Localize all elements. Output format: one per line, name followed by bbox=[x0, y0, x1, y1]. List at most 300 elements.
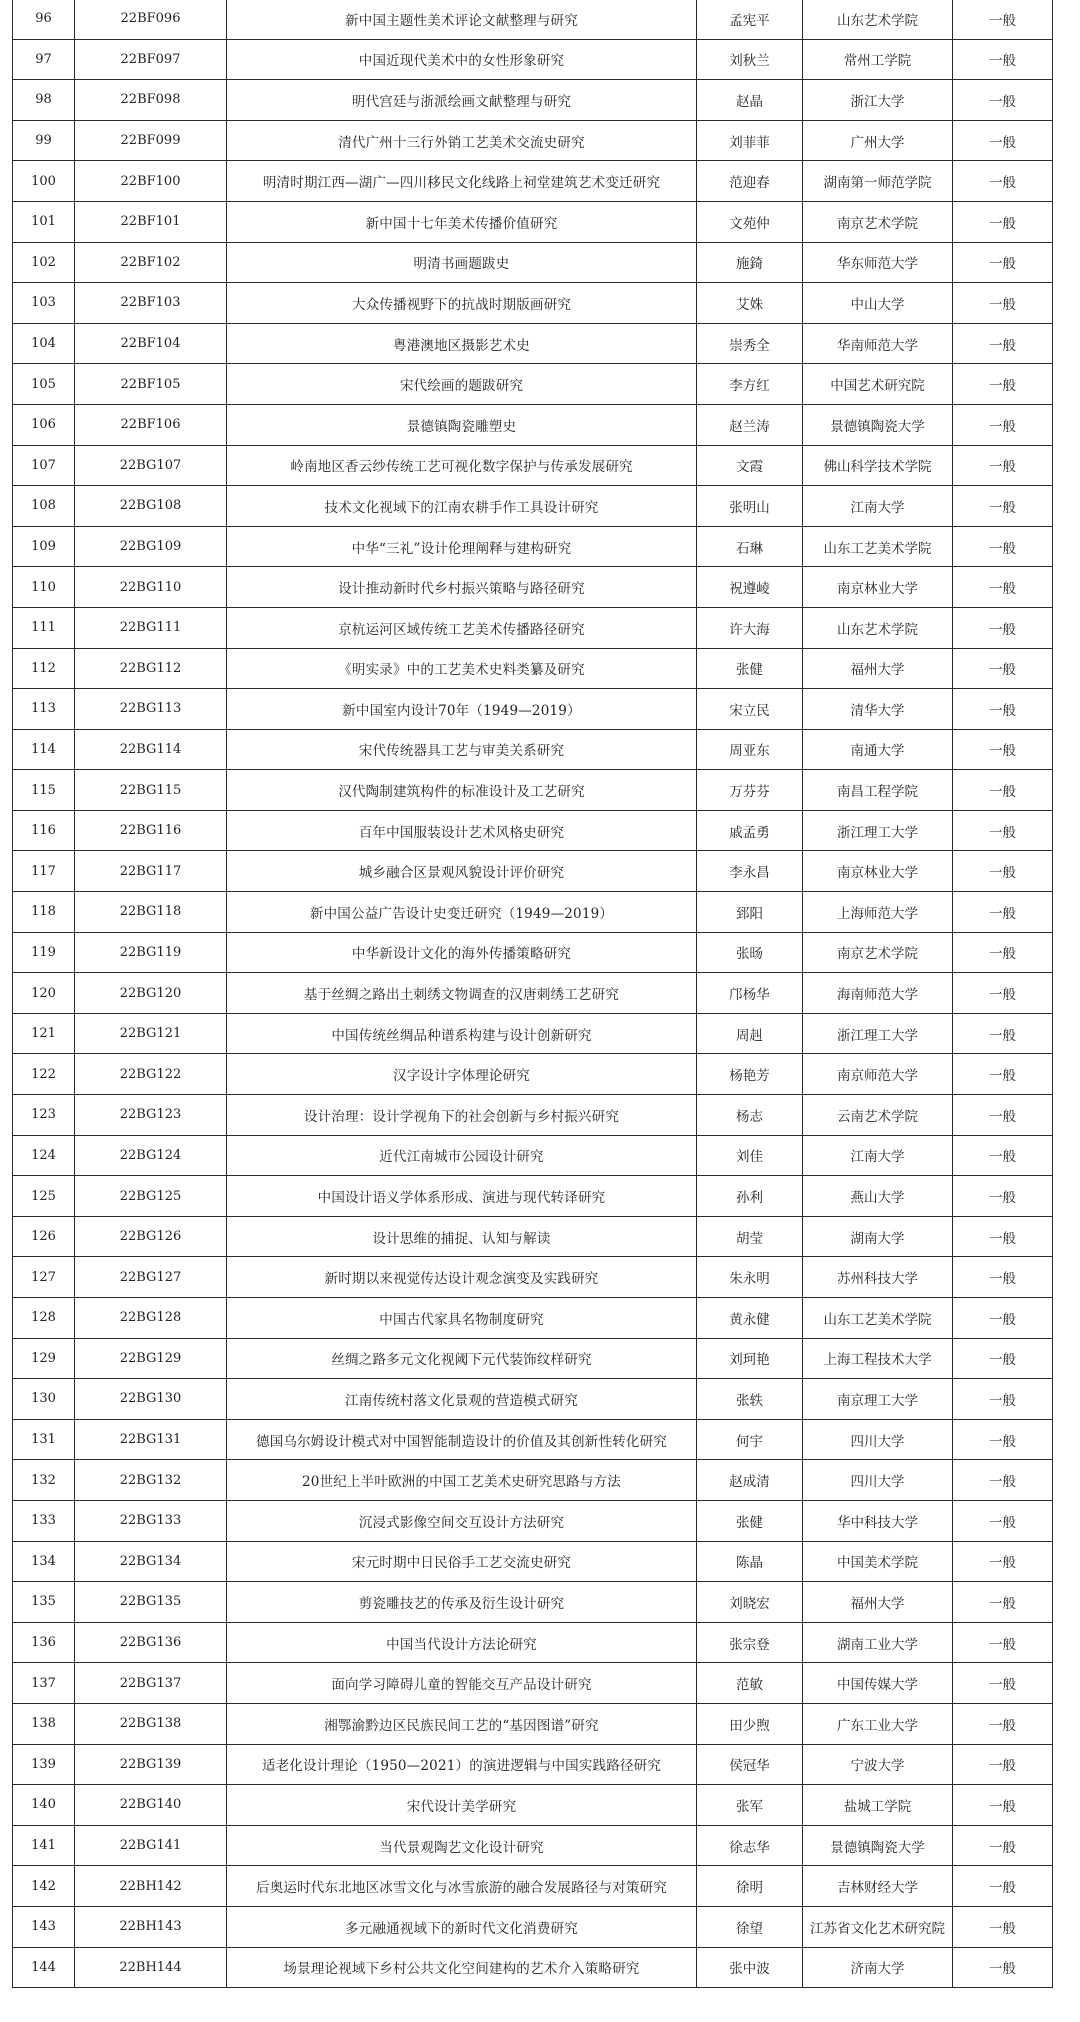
project-title-cell: 《明实录》中的工艺美术史料类纂及研究 bbox=[227, 648, 697, 689]
project-code-cell: 22BG137 bbox=[75, 1663, 227, 1704]
table-row bbox=[13, 1257, 1053, 1298]
project-title-cell: 近代江南城市公园设计研究 bbox=[227, 1135, 697, 1176]
project-category-cell: 一般 bbox=[953, 932, 1053, 973]
project-title-cell: 中华“三礼”设计伦理阐释与建构研究 bbox=[227, 526, 697, 567]
project-title-cell: 设计治理：设计学视角下的社会创新与乡村振兴研究 bbox=[227, 1095, 697, 1136]
row-number-cell: 142 bbox=[13, 1866, 75, 1907]
project-code-cell: 22BG110 bbox=[75, 567, 227, 608]
project-title-cell: 当代景观陶艺文化设计研究 bbox=[227, 1825, 697, 1866]
project-code-cell: 22BF106 bbox=[75, 404, 227, 445]
row-number-cell: 137 bbox=[13, 1663, 75, 1704]
row-number-cell: 112 bbox=[13, 648, 75, 689]
institution-cell: 南京艺术学院 bbox=[803, 932, 953, 973]
row-number-cell: 117 bbox=[13, 851, 75, 892]
institution-cell: 南京理工大学 bbox=[803, 1379, 953, 1420]
project-title-cell: 丝绸之路多元文化视阈下元代装饰纹样研究 bbox=[227, 1338, 697, 1379]
project-category-cell: 一般 bbox=[953, 1013, 1053, 1054]
row-number-cell: 101 bbox=[13, 201, 75, 242]
row-number-cell: 97 bbox=[13, 39, 75, 80]
table-row bbox=[13, 364, 1053, 405]
project-category-cell: 一般 bbox=[953, 1663, 1053, 1704]
principal-investigator-cell: 李永昌 bbox=[697, 851, 803, 892]
table-row bbox=[13, 445, 1053, 486]
table-row bbox=[13, 1906, 1053, 1947]
table-row bbox=[13, 1825, 1053, 1866]
table-row bbox=[13, 283, 1053, 324]
row-number-cell: 143 bbox=[13, 1906, 75, 1947]
row-number-cell: 135 bbox=[13, 1582, 75, 1623]
table-row bbox=[13, 1500, 1053, 1541]
institution-cell: 山东艺术学院 bbox=[803, 607, 953, 648]
institution-cell: 江南大学 bbox=[803, 1135, 953, 1176]
institution-cell: 四川大学 bbox=[803, 1419, 953, 1460]
principal-investigator-cell: 李方红 bbox=[697, 364, 803, 405]
table-row bbox=[13, 1622, 1053, 1663]
row-number-cell: 108 bbox=[13, 486, 75, 527]
table-row bbox=[13, 201, 1053, 242]
table-row bbox=[13, 810, 1053, 851]
principal-investigator-cell: 张健 bbox=[697, 1500, 803, 1541]
row-number-cell: 122 bbox=[13, 1054, 75, 1095]
project-title-cell: 剪瓷雕技艺的传承及衍生设计研究 bbox=[227, 1582, 697, 1623]
project-title-cell: 适老化设计理论（1950—2021）的演进逻辑与中国实践路径研究 bbox=[227, 1744, 697, 1785]
project-category-cell: 一般 bbox=[953, 973, 1053, 1014]
table-row bbox=[13, 932, 1053, 973]
table-row bbox=[13, 770, 1053, 811]
table-row bbox=[13, 567, 1053, 608]
institution-cell: 华东师范大学 bbox=[803, 242, 953, 283]
institution-cell: 四川大学 bbox=[803, 1460, 953, 1501]
project-title-cell: 景德镇陶瓷雕塑史 bbox=[227, 404, 697, 445]
project-code-cell: 22BG128 bbox=[75, 1298, 227, 1339]
project-code-cell: 22BF104 bbox=[75, 323, 227, 364]
project-category-cell: 一般 bbox=[953, 1947, 1053, 1988]
table-row bbox=[13, 1785, 1053, 1826]
project-title-cell: 多元融通视域下的新时代文化消费研究 bbox=[227, 1906, 697, 1947]
principal-investigator-cell: 刘佳 bbox=[697, 1135, 803, 1176]
principal-investigator-cell: 刘珂艳 bbox=[697, 1338, 803, 1379]
principal-investigator-cell: 赵成清 bbox=[697, 1460, 803, 1501]
project-title-cell: 汉代陶制建筑构件的标准设计及工艺研究 bbox=[227, 770, 697, 811]
principal-investigator-cell: 许大海 bbox=[697, 607, 803, 648]
project-code-cell: 22BF097 bbox=[75, 39, 227, 80]
row-number-cell: 131 bbox=[13, 1419, 75, 1460]
institution-cell: 山东艺术学院 bbox=[803, 0, 953, 39]
project-category-cell: 一般 bbox=[953, 1906, 1053, 1947]
project-code-cell: 22BF101 bbox=[75, 201, 227, 242]
principal-investigator-cell: 戚孟勇 bbox=[697, 810, 803, 851]
row-number-cell: 144 bbox=[13, 1947, 75, 1988]
project-category-cell: 一般 bbox=[953, 1582, 1053, 1623]
principal-investigator-cell: 刘秋兰 bbox=[697, 39, 803, 80]
project-code-cell: 22BG123 bbox=[75, 1095, 227, 1136]
project-category-cell: 一般 bbox=[953, 1095, 1053, 1136]
row-number-cell: 132 bbox=[13, 1460, 75, 1501]
institution-cell: 湖南大学 bbox=[803, 1216, 953, 1257]
project-category-cell: 一般 bbox=[953, 1703, 1053, 1744]
project-category-cell: 一般 bbox=[953, 729, 1053, 770]
project-category-cell: 一般 bbox=[953, 1460, 1053, 1501]
table-row bbox=[13, 1338, 1053, 1379]
project-category-cell: 一般 bbox=[953, 486, 1053, 527]
project-code-cell: 22BH144 bbox=[75, 1947, 227, 1988]
project-title-cell: 宋代传统器具工艺与审美关系研究 bbox=[227, 729, 697, 770]
project-code-cell: 22BG109 bbox=[75, 526, 227, 567]
project-code-cell: 22BH143 bbox=[75, 1906, 227, 1947]
institution-cell: 中山大学 bbox=[803, 283, 953, 324]
project-title-cell: 德国乌尔姆设计模式对中国智能制造设计的价值及其创新性转化研究 bbox=[227, 1419, 697, 1460]
institution-cell: 中国艺术研究院 bbox=[803, 364, 953, 405]
table-row bbox=[13, 1541, 1053, 1582]
table-row bbox=[13, 648, 1053, 689]
table-row bbox=[13, 80, 1053, 121]
table-row bbox=[13, 486, 1053, 527]
project-code-cell: 22BG112 bbox=[75, 648, 227, 689]
project-title-cell: 新中国主题性美术评论文献整理与研究 bbox=[227, 0, 697, 39]
table-row bbox=[13, 729, 1053, 770]
project-title-cell: 城乡融合区景观风貌设计评价研究 bbox=[227, 851, 697, 892]
row-number-cell: 127 bbox=[13, 1257, 75, 1298]
institution-cell: 南昌工程学院 bbox=[803, 770, 953, 811]
institution-cell: 佛山科学技术学院 bbox=[803, 445, 953, 486]
principal-investigator-cell: 何宇 bbox=[697, 1419, 803, 1460]
project-code-cell: 22BG119 bbox=[75, 932, 227, 973]
row-number-cell: 100 bbox=[13, 161, 75, 202]
project-code-cell: 22BG129 bbox=[75, 1338, 227, 1379]
project-category-cell: 一般 bbox=[953, 648, 1053, 689]
project-code-cell: 22BF103 bbox=[75, 283, 227, 324]
institution-cell: 华中科技大学 bbox=[803, 1500, 953, 1541]
project-code-cell: 22BF098 bbox=[75, 80, 227, 121]
row-number-cell: 109 bbox=[13, 526, 75, 567]
principal-investigator-cell: 张中波 bbox=[697, 1947, 803, 1988]
institution-cell: 湖南工业大学 bbox=[803, 1622, 953, 1663]
institution-cell: 南京师范大学 bbox=[803, 1054, 953, 1095]
institution-cell: 宁波大学 bbox=[803, 1744, 953, 1785]
row-number-cell: 120 bbox=[13, 973, 75, 1014]
institution-cell: 苏州科技大学 bbox=[803, 1257, 953, 1298]
project-category-cell: 一般 bbox=[953, 1135, 1053, 1176]
project-category-cell: 一般 bbox=[953, 607, 1053, 648]
project-category-cell: 一般 bbox=[953, 1257, 1053, 1298]
project-title-cell: 中国近现代美术中的女性形象研究 bbox=[227, 39, 697, 80]
table-row bbox=[13, 1095, 1053, 1136]
table-row bbox=[13, 526, 1053, 567]
principal-investigator-cell: 范迎春 bbox=[697, 161, 803, 202]
project-code-cell: 22BF099 bbox=[75, 120, 227, 161]
table-row bbox=[13, 1054, 1053, 1095]
row-number-cell: 116 bbox=[13, 810, 75, 851]
table-row bbox=[13, 1216, 1053, 1257]
table-row bbox=[13, 120, 1053, 161]
project-category-cell: 一般 bbox=[953, 242, 1053, 283]
row-number-cell: 103 bbox=[13, 283, 75, 324]
row-number-cell: 139 bbox=[13, 1744, 75, 1785]
project-title-cell: 面向学习障碍儿童的智能交互产品设计研究 bbox=[227, 1663, 697, 1704]
institution-cell: 清华大学 bbox=[803, 689, 953, 730]
row-number-cell: 105 bbox=[13, 364, 75, 405]
institution-cell: 景德镇陶瓷大学 bbox=[803, 404, 953, 445]
institution-cell: 南京林业大学 bbox=[803, 567, 953, 608]
row-number-cell: 99 bbox=[13, 120, 75, 161]
table-row bbox=[13, 607, 1053, 648]
project-category-cell: 一般 bbox=[953, 1298, 1053, 1339]
project-category-cell: 一般 bbox=[953, 1622, 1053, 1663]
project-category-cell: 一般 bbox=[953, 1541, 1053, 1582]
project-code-cell: 22BH142 bbox=[75, 1866, 227, 1907]
row-number-cell: 141 bbox=[13, 1825, 75, 1866]
project-code-cell: 22BG139 bbox=[75, 1744, 227, 1785]
project-code-cell: 22BG134 bbox=[75, 1541, 227, 1582]
principal-investigator-cell: 黄永健 bbox=[697, 1298, 803, 1339]
institution-cell: 山东工艺美术学院 bbox=[803, 526, 953, 567]
project-code-cell: 22BG116 bbox=[75, 810, 227, 851]
project-category-cell: 一般 bbox=[953, 120, 1053, 161]
project-code-cell: 22BG120 bbox=[75, 973, 227, 1014]
project-code-cell: 22BG118 bbox=[75, 892, 227, 933]
principal-investigator-cell: 张明山 bbox=[697, 486, 803, 527]
project-category-cell: 一般 bbox=[953, 445, 1053, 486]
project-code-cell: 22BF096 bbox=[75, 0, 227, 39]
project-code-cell: 22BF102 bbox=[75, 242, 227, 283]
table-row bbox=[13, 1419, 1053, 1460]
project-category-cell: 一般 bbox=[953, 1500, 1053, 1541]
project-category-cell: 一般 bbox=[953, 1216, 1053, 1257]
principal-investigator-cell: 杨志 bbox=[697, 1095, 803, 1136]
institution-cell: 福州大学 bbox=[803, 648, 953, 689]
project-title-cell: 湘鄂渝黔边区民族民间工艺的“基因图谱”研究 bbox=[227, 1703, 697, 1744]
project-title-cell: 宋元时期中日民俗手工艺交流史研究 bbox=[227, 1541, 697, 1582]
project-title-cell: 京杭运河区域传统工艺美术传播路径研究 bbox=[227, 607, 697, 648]
principal-investigator-cell: 张健 bbox=[697, 648, 803, 689]
principal-investigator-cell: 徐明 bbox=[697, 1866, 803, 1907]
row-number-cell: 110 bbox=[13, 567, 75, 608]
table-row bbox=[13, 1866, 1053, 1907]
table-row bbox=[13, 161, 1053, 202]
project-code-cell: 22BG117 bbox=[75, 851, 227, 892]
row-number-cell: 124 bbox=[13, 1135, 75, 1176]
table-row bbox=[13, 1947, 1053, 1988]
institution-cell: 山东工艺美术学院 bbox=[803, 1298, 953, 1339]
principal-investigator-cell: 施錡 bbox=[697, 242, 803, 283]
institution-cell: 浙江大学 bbox=[803, 80, 953, 121]
principal-investigator-cell: 郅阳 bbox=[697, 892, 803, 933]
principal-investigator-cell: 宋立民 bbox=[697, 689, 803, 730]
institution-cell: 中国传媒大学 bbox=[803, 1663, 953, 1704]
row-number-cell: 138 bbox=[13, 1703, 75, 1744]
institution-cell: 浙江理工大学 bbox=[803, 1013, 953, 1054]
project-title-cell: 大众传播视野下的抗战时期版画研究 bbox=[227, 283, 697, 324]
project-title-cell: 中国古代家具名物制度研究 bbox=[227, 1298, 697, 1339]
institution-cell: 盐城工学院 bbox=[803, 1785, 953, 1826]
principal-investigator-cell: 文苑仲 bbox=[697, 201, 803, 242]
project-title-cell: 清代广州十三行外销工艺美术交流史研究 bbox=[227, 120, 697, 161]
institution-cell: 常州工学院 bbox=[803, 39, 953, 80]
project-category-cell: 一般 bbox=[953, 689, 1053, 730]
project-category-cell: 一般 bbox=[953, 810, 1053, 851]
institution-cell: 南京林业大学 bbox=[803, 851, 953, 892]
table-row bbox=[13, 323, 1053, 364]
principal-investigator-cell: 崇秀全 bbox=[697, 323, 803, 364]
project-code-cell: 22BG141 bbox=[75, 1825, 227, 1866]
project-category-cell: 一般 bbox=[953, 1176, 1053, 1217]
table-row bbox=[13, 1663, 1053, 1704]
project-code-cell: 22BG136 bbox=[75, 1622, 227, 1663]
project-code-cell: 22BG127 bbox=[75, 1257, 227, 1298]
project-code-cell: 22BG125 bbox=[75, 1176, 227, 1217]
project-title-cell: 明清时期江西—湖广—四川移民文化线路上祠堂建筑艺术变迁研究 bbox=[227, 161, 697, 202]
row-number-cell: 115 bbox=[13, 770, 75, 811]
principal-investigator-cell: 赵晶 bbox=[697, 80, 803, 121]
project-category-cell: 一般 bbox=[953, 892, 1053, 933]
row-number-cell: 128 bbox=[13, 1298, 75, 1339]
institution-cell: 吉林财经大学 bbox=[803, 1866, 953, 1907]
project-category-cell: 一般 bbox=[953, 770, 1053, 811]
project-category-cell: 一般 bbox=[953, 567, 1053, 608]
project-category-cell: 一般 bbox=[953, 1866, 1053, 1907]
project-category-cell: 一般 bbox=[953, 80, 1053, 121]
row-number-cell: 106 bbox=[13, 404, 75, 445]
project-category-cell: 一般 bbox=[953, 364, 1053, 405]
project-category-cell: 一般 bbox=[953, 1338, 1053, 1379]
row-number-cell: 96 bbox=[13, 0, 75, 39]
row-number-cell: 129 bbox=[13, 1338, 75, 1379]
principal-investigator-cell: 张军 bbox=[697, 1785, 803, 1826]
institution-cell: 江苏省文化艺术研究院 bbox=[803, 1906, 953, 1947]
project-category-cell: 一般 bbox=[953, 201, 1053, 242]
project-code-cell: 22BF105 bbox=[75, 364, 227, 405]
row-number-cell: 119 bbox=[13, 932, 75, 973]
table-row bbox=[13, 404, 1053, 445]
project-category-cell: 一般 bbox=[953, 1379, 1053, 1420]
project-code-cell: 22BG132 bbox=[75, 1460, 227, 1501]
table-row bbox=[13, 1135, 1053, 1176]
project-category-cell: 一般 bbox=[953, 323, 1053, 364]
table-row bbox=[13, 242, 1053, 283]
project-code-cell: 22BG108 bbox=[75, 486, 227, 527]
project-code-cell: 22BG121 bbox=[75, 1013, 227, 1054]
principal-investigator-cell: 陈晶 bbox=[697, 1541, 803, 1582]
table-row bbox=[13, 39, 1053, 80]
table-row bbox=[13, 973, 1053, 1014]
project-code-cell: 22BF100 bbox=[75, 161, 227, 202]
project-code-cell: 22BG115 bbox=[75, 770, 227, 811]
project-title-cell: 江南传统村落文化景观的营造模式研究 bbox=[227, 1379, 697, 1420]
project-title-cell: 中国当代设计方法论研究 bbox=[227, 1622, 697, 1663]
institution-cell: 南京艺术学院 bbox=[803, 201, 953, 242]
principal-investigator-cell: 艾姝 bbox=[697, 283, 803, 324]
project-code-cell: 22BG130 bbox=[75, 1379, 227, 1420]
table-row bbox=[13, 0, 1053, 39]
institution-cell: 燕山大学 bbox=[803, 1176, 953, 1217]
project-category-cell: 一般 bbox=[953, 1744, 1053, 1785]
project-code-cell: 22BG124 bbox=[75, 1135, 227, 1176]
project-title-cell: 新中国室内设计70年（1949—2019） bbox=[227, 689, 697, 730]
principal-investigator-cell: 文霞 bbox=[697, 445, 803, 486]
project-code-cell: 22BG138 bbox=[75, 1703, 227, 1744]
row-number-cell: 125 bbox=[13, 1176, 75, 1217]
row-number-cell: 123 bbox=[13, 1095, 75, 1136]
project-code-cell: 22BG140 bbox=[75, 1785, 227, 1826]
project-category-cell: 一般 bbox=[953, 1419, 1053, 1460]
project-list-table bbox=[12, 0, 1053, 1988]
project-category-cell: 一般 bbox=[953, 851, 1053, 892]
institution-cell: 景德镇陶瓷大学 bbox=[803, 1825, 953, 1866]
project-code-cell: 22BG133 bbox=[75, 1500, 227, 1541]
project-category-cell: 一般 bbox=[953, 526, 1053, 567]
project-category-cell: 一般 bbox=[953, 404, 1053, 445]
project-category-cell: 一般 bbox=[953, 1785, 1053, 1826]
table-row bbox=[13, 1460, 1053, 1501]
project-title-cell: 明清书画题跋史 bbox=[227, 242, 697, 283]
project-title-cell: 设计推动新时代乡村振兴策略与路径研究 bbox=[227, 567, 697, 608]
institution-cell: 广东工业大学 bbox=[803, 1703, 953, 1744]
institution-cell: 广州大学 bbox=[803, 120, 953, 161]
row-number-cell: 102 bbox=[13, 242, 75, 283]
row-number-cell: 133 bbox=[13, 1500, 75, 1541]
project-code-cell: 22BG131 bbox=[75, 1419, 227, 1460]
project-title-cell: 沉浸式影像空间交互设计方法研究 bbox=[227, 1500, 697, 1541]
table-row bbox=[13, 1176, 1053, 1217]
table-row bbox=[13, 892, 1053, 933]
table-row bbox=[13, 1298, 1053, 1339]
table-row bbox=[13, 1703, 1053, 1744]
principal-investigator-cell: 杨艳芳 bbox=[697, 1054, 803, 1095]
institution-cell: 海南师范大学 bbox=[803, 973, 953, 1014]
principal-investigator-cell: 张旸 bbox=[697, 932, 803, 973]
project-title-cell: 明代宫廷与浙派绘画文献整理与研究 bbox=[227, 80, 697, 121]
institution-cell: 福州大学 bbox=[803, 1582, 953, 1623]
project-title-cell: 新中国公益广告设计史变迁研究（1949—2019） bbox=[227, 892, 697, 933]
row-number-cell: 118 bbox=[13, 892, 75, 933]
project-title-cell: 设计思维的捕捉、认知与解读 bbox=[227, 1216, 697, 1257]
principal-investigator-cell: 孙利 bbox=[697, 1176, 803, 1217]
principal-investigator-cell: 石琳 bbox=[697, 526, 803, 567]
institution-cell: 上海师范大学 bbox=[803, 892, 953, 933]
row-number-cell: 130 bbox=[13, 1379, 75, 1420]
institution-cell: 济南大学 bbox=[803, 1947, 953, 1988]
row-number-cell: 126 bbox=[13, 1216, 75, 1257]
project-code-cell: 22BG107 bbox=[75, 445, 227, 486]
principal-investigator-cell: 刘晓宏 bbox=[697, 1582, 803, 1623]
table-row bbox=[13, 1379, 1053, 1420]
row-number-cell: 98 bbox=[13, 80, 75, 121]
principal-investigator-cell: 田少煦 bbox=[697, 1703, 803, 1744]
row-number-cell: 104 bbox=[13, 323, 75, 364]
row-number-cell: 136 bbox=[13, 1622, 75, 1663]
project-code-cell: 22BG111 bbox=[75, 607, 227, 648]
project-category-cell: 一般 bbox=[953, 39, 1053, 80]
principal-investigator-cell: 张轶 bbox=[697, 1379, 803, 1420]
principal-investigator-cell: 胡莹 bbox=[697, 1216, 803, 1257]
project-code-cell: 22BG135 bbox=[75, 1582, 227, 1623]
principal-investigator-cell: 徐志华 bbox=[697, 1825, 803, 1866]
principal-investigator-cell: 万芬芬 bbox=[697, 770, 803, 811]
table-row bbox=[13, 1013, 1053, 1054]
row-number-cell: 111 bbox=[13, 607, 75, 648]
project-title-cell: 岭南地区香云纱传统工艺可视化数字保护与传承发展研究 bbox=[227, 445, 697, 486]
project-category-cell: 一般 bbox=[953, 1054, 1053, 1095]
principal-investigator-cell: 朱永明 bbox=[697, 1257, 803, 1298]
project-title-cell: 20世纪上半叶欧洲的中国工艺美术史研究思路与方法 bbox=[227, 1460, 697, 1501]
table-body bbox=[13, 0, 1053, 1988]
principal-investigator-cell: 周赳 bbox=[697, 1013, 803, 1054]
principal-investigator-cell: 祝遵崚 bbox=[697, 567, 803, 608]
row-number-cell: 107 bbox=[13, 445, 75, 486]
project-title-cell: 宋代设计美学研究 bbox=[227, 1785, 697, 1826]
principal-investigator-cell: 侯冠华 bbox=[697, 1744, 803, 1785]
institution-cell: 江南大学 bbox=[803, 486, 953, 527]
